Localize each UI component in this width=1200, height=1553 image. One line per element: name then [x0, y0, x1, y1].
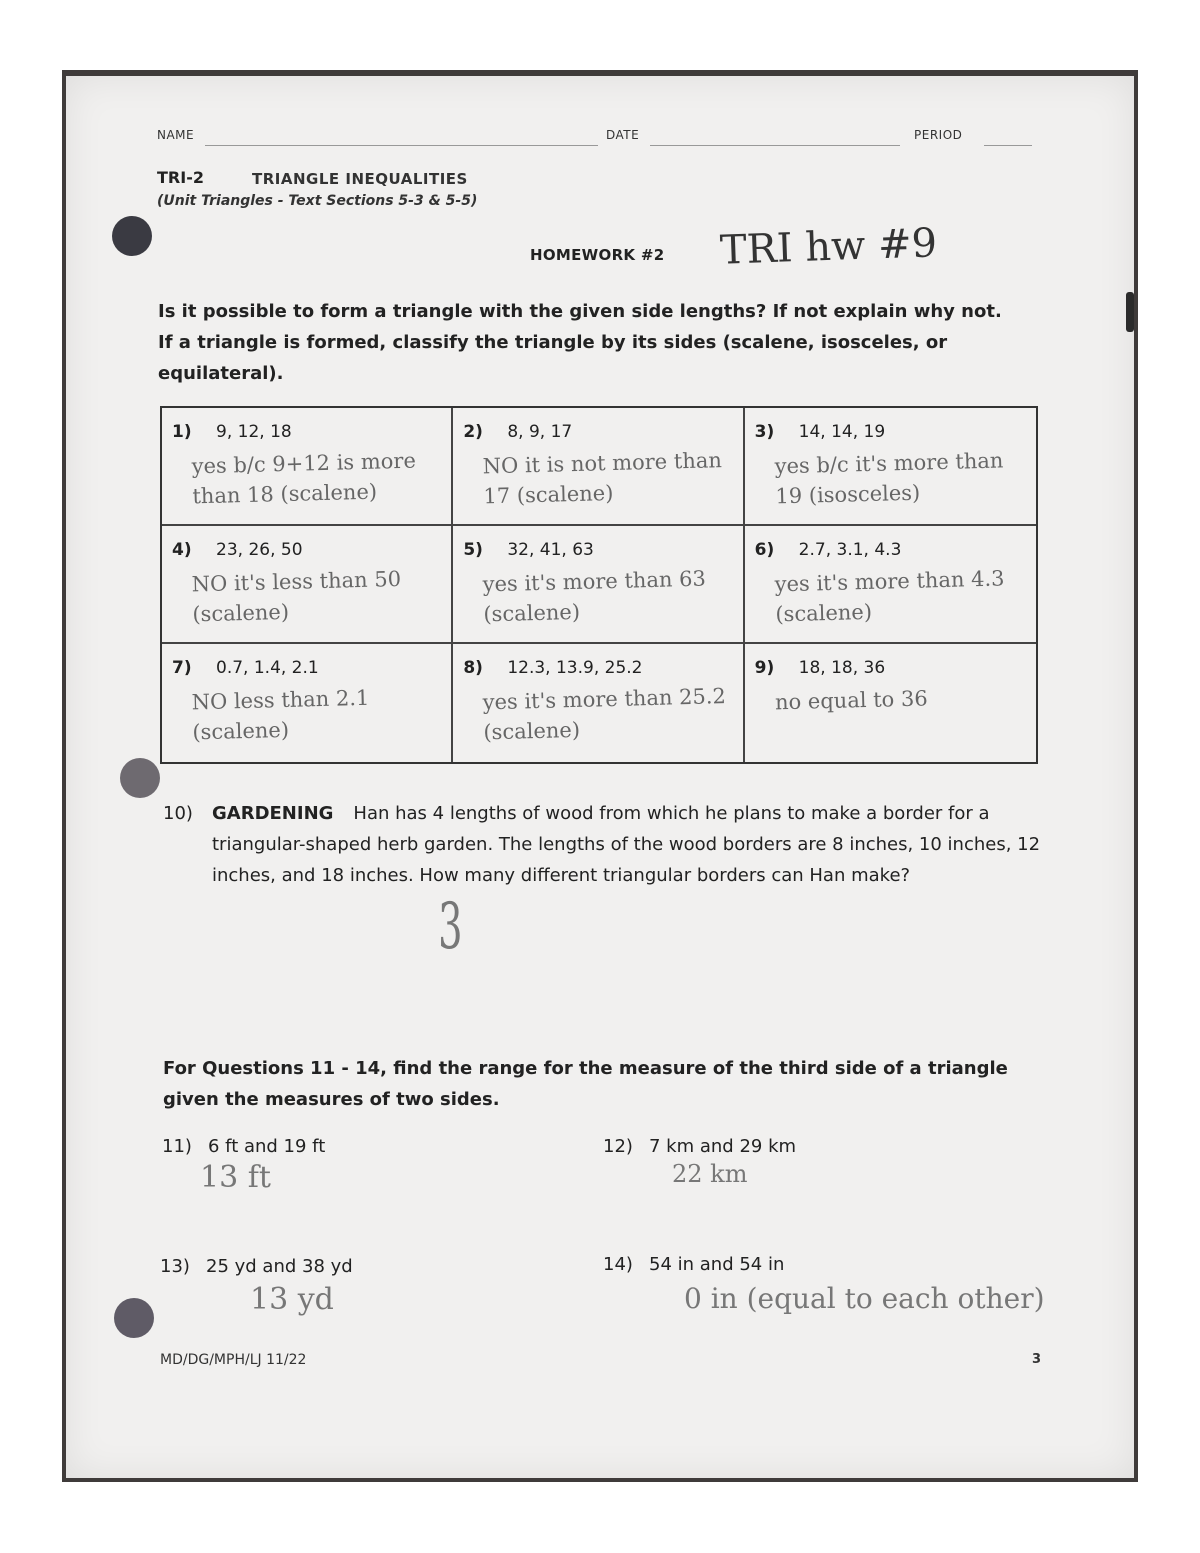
- problem-sides: 8, 9, 17: [507, 422, 573, 442]
- question-topic: GARDENING: [212, 803, 334, 824]
- question-11: [162, 1136, 325, 1157]
- name-label: NAME: [157, 128, 195, 142]
- problem-answer: yes it's more than 25.2 (scalene): [482, 684, 727, 745]
- problem-answer: yes it's more than 4.3 (scalene): [773, 566, 1005, 627]
- problem-sides: 32, 41, 63: [507, 540, 594, 560]
- unit-title: TRIANGLE INEQUALITIES: [252, 170, 468, 188]
- question-14-answer: 0 in (equal to each other): [684, 1282, 1045, 1315]
- question-11-answer: 13 ft: [200, 1160, 271, 1195]
- problem-answer: yes b/c it's more than 19 (isosceles): [773, 448, 1004, 509]
- question-body: [212, 798, 1043, 891]
- binder-hole-middle: [120, 758, 160, 798]
- problem-cell: [745, 644, 1036, 762]
- footer-code: MD/DG/MPH/LJ 11/22: [160, 1352, 307, 1368]
- problem-number: 6): [754, 540, 775, 560]
- problem-number: 8): [463, 658, 483, 678]
- problem-sides: 9, 12, 18: [216, 422, 292, 442]
- problem-sides: 0.7, 1.4, 2.1: [216, 658, 319, 678]
- question-number: 11): [162, 1136, 192, 1157]
- unit-code: TRI-2: [157, 168, 204, 187]
- problem-answer: NO it's less than 50 (scalene): [191, 566, 402, 627]
- question-text: 25 yd and 38 yd: [206, 1256, 353, 1277]
- question-text: 6 ft and 19 ft: [208, 1136, 326, 1157]
- problem-sides: 2.7, 3.1, 4.3: [798, 540, 902, 560]
- problem-answer: NO less than 2.1 (scalene): [191, 685, 370, 745]
- edge-mark: [1126, 292, 1134, 332]
- question-14: [603, 1254, 784, 1275]
- question-text: Han has 4 lengths of wood from which he plans to make a border for a triangular-shaped herb garden. The lengths of the wood borders are 8 inches, 10 inches, 12 inches, and 18 inches. How many different triangular borders can Han make?: [212, 803, 1041, 886]
- problem-answer: yes b/c 9+12 is more than 18 (scalene): [191, 448, 417, 509]
- problem-cell: [453, 644, 744, 762]
- question-10-answer: 3: [438, 890, 463, 964]
- problem-sides: 23, 26, 50: [216, 540, 303, 560]
- problem-number: 9): [754, 658, 775, 678]
- problem-answer: yes it's more than 63 (scalene): [482, 566, 707, 627]
- binder-hole-bottom: [114, 1298, 154, 1338]
- question-number: 12): [603, 1136, 633, 1157]
- date-label: DATE: [606, 128, 640, 142]
- problem-sides: 18, 18, 36: [798, 658, 886, 678]
- homework-handwritten-note: TRI hw #9: [719, 220, 938, 274]
- section-instructions: For Questions 11 - 14, find the range for the measure of the third side of a triangle given the measures of two sides.: [163, 1058, 1008, 1110]
- page-number: 3: [1032, 1352, 1042, 1367]
- problem-cell: [453, 526, 744, 644]
- name-line: [205, 145, 598, 146]
- problem-cell: [162, 644, 453, 762]
- problem-answer: no equal to 36: [774, 686, 928, 715]
- date-line: [650, 145, 900, 146]
- problem-number: 2): [463, 422, 483, 442]
- question-10: [163, 798, 1043, 891]
- problem-number: 7): [172, 658, 192, 678]
- homework-title: HOMEWORK #2: [530, 246, 665, 264]
- period-line: [984, 145, 1032, 146]
- question-text: 7 km and 29 km: [649, 1136, 797, 1157]
- problem-answer: NO it is not more than 17 (scalene): [482, 448, 723, 509]
- problem-number: 1): [172, 422, 192, 442]
- question-13: [160, 1256, 353, 1277]
- question-text: 54 in and 54 in: [649, 1254, 785, 1275]
- binder-hole-top: [112, 216, 152, 256]
- problem-cell: [162, 526, 453, 644]
- problem-cell: [745, 526, 1036, 644]
- problem-number: 5): [463, 540, 483, 560]
- instructions: Is it possible to form a triangle with the given side lengths? If not explain why not. If a triangle is formed, classify the triangle by its sides (scalene, isosceles, or equilateral).: [158, 301, 1002, 384]
- problem-number: 3): [754, 422, 775, 442]
- problem-cell: [745, 408, 1036, 526]
- period-label: PERIOD: [914, 128, 963, 142]
- problem-sides: 12.3, 13.9, 25.2: [507, 658, 643, 678]
- question-13-answer: 13 yd: [250, 1282, 334, 1317]
- problems-table: [160, 406, 1038, 764]
- question-12-answer: 22 km: [672, 1160, 748, 1188]
- problem-cell: [453, 408, 744, 526]
- problem-sides: 14, 14, 19: [798, 422, 886, 442]
- question-number: 10): [163, 803, 193, 824]
- problem-cell: [162, 408, 453, 526]
- question-12: [603, 1136, 796, 1157]
- unit-subtitle: (Unit Triangles - Text Sections 5-3 & 5-5): [157, 193, 478, 209]
- question-number: 13): [160, 1256, 190, 1277]
- problem-number: 4): [172, 540, 192, 560]
- question-number: 14): [603, 1254, 633, 1275]
